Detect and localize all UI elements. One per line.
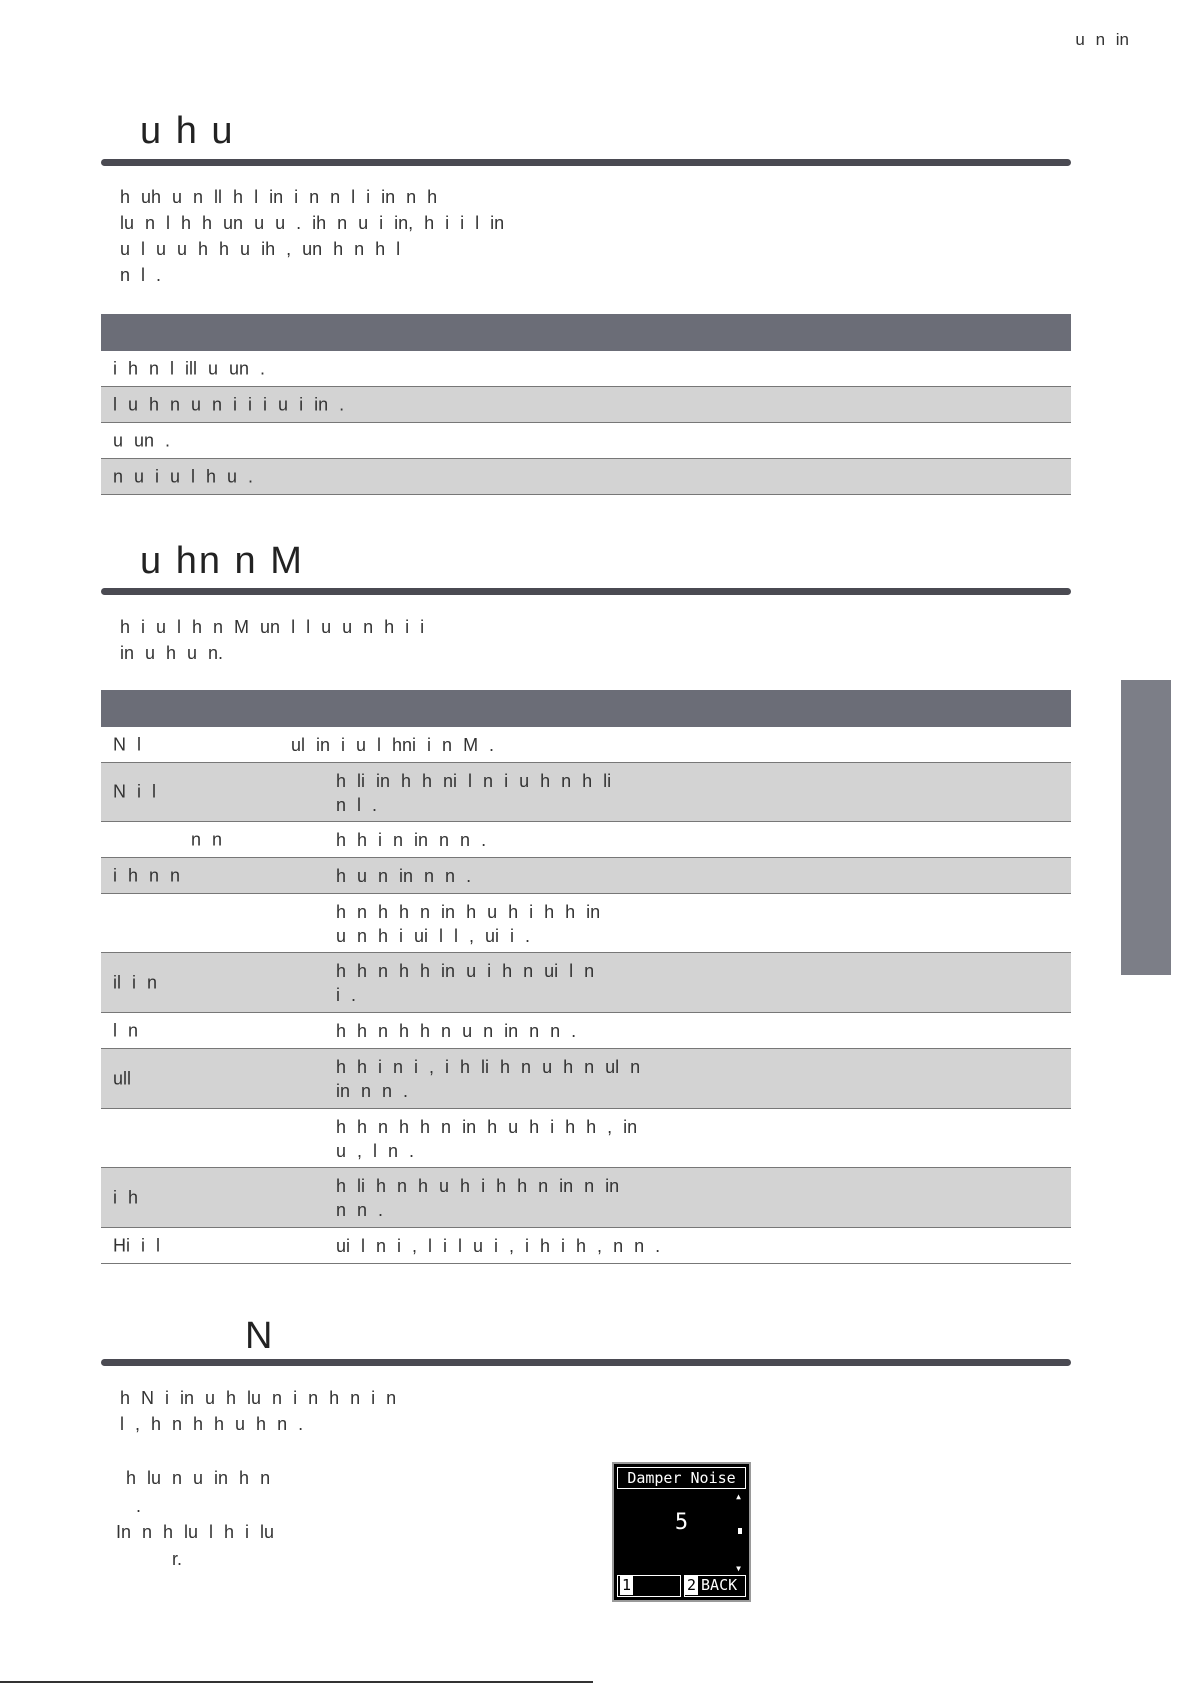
row-desc (336, 1115, 637, 1163)
row-desc-line: h li in h h ni l n i u h n h li (336, 771, 612, 791)
paragraph-line: h i u l h n M un l l u u n h i i (120, 617, 425, 637)
section-3-paragraph (120, 1385, 1050, 1437)
section-title-3: N (245, 1315, 275, 1357)
scroll-marker-icon (738, 1528, 742, 1534)
row-desc (336, 959, 594, 1007)
table-row (101, 423, 1071, 459)
row-desc-line: h li h n h u h i h h n in n in (336, 1176, 620, 1196)
row-text: u un . (113, 430, 171, 450)
section-2-paragraph (120, 614, 1050, 666)
table-row (101, 1168, 1071, 1228)
row-desc: h h i n in n n . (336, 830, 487, 850)
table-row (101, 894, 1071, 953)
section-1-paragraph (120, 184, 1050, 288)
page-header-text: u n in (1075, 30, 1129, 49)
section-title-2: u hn n M (140, 540, 304, 582)
lcd-value: 5 (674, 1510, 689, 1535)
instruction-line: In n h lu l h i lu (116, 1522, 275, 1542)
table-header (101, 690, 1071, 727)
table-row (101, 822, 1071, 858)
row-label: Hi i l (113, 1235, 160, 1255)
row-desc-line: h n h h n in h u h i h h in (336, 902, 601, 922)
table-row (101, 351, 1071, 387)
table-row (101, 858, 1071, 894)
lcd-function-button-1[interactable] (617, 1575, 681, 1597)
row-label: il i n (113, 972, 158, 992)
row-text: i h n l ill u un . (113, 358, 266, 378)
row-desc-line: n l . (336, 795, 378, 815)
table-row (101, 953, 1071, 1013)
paragraph-line: l , h n h h u h n . (120, 1414, 304, 1434)
row-desc: ui l n i , l i l u i , i h i h , n n . (336, 1236, 661, 1256)
table-row (101, 1228, 1071, 1264)
paragraph-line: h N i in u h lu n i n h n i n (120, 1388, 397, 1408)
row-desc-line: in n n . (336, 1081, 409, 1101)
row-desc-line: i . (336, 985, 357, 1005)
row-desc-line: h h i n i , i h li h n u h n ul n (336, 1057, 641, 1077)
row-desc-line: h h n h h n in h u h i h h , in (336, 1117, 638, 1137)
button-number: 2 (687, 1576, 697, 1594)
row-desc: h u n in n n . (336, 866, 472, 886)
instruction-line: r. (172, 1549, 183, 1569)
row-desc-line: h h n h h in u i h n ui l n (336, 961, 595, 981)
row-desc-line: n n . (336, 1200, 384, 1220)
paragraph-line: lu n l h h un u u . ih n u i in, h i i l in (120, 213, 505, 233)
section-title-1: u h u (140, 110, 235, 152)
section-2-table (101, 690, 1071, 1264)
table-row (101, 459, 1071, 495)
lcd-title: Damper Noise (617, 1467, 746, 1489)
table-row (101, 1109, 1071, 1168)
paragraph-line: in u h u n. (120, 643, 224, 663)
back-label: BACK (701, 1576, 738, 1594)
section-1-table (101, 314, 1071, 495)
row-desc-line: u n h i ui l l , ui i . (336, 926, 531, 946)
row-desc-line: u , l n . (336, 1141, 415, 1161)
footer-rule (0, 1681, 593, 1683)
paragraph-line: n l . (120, 265, 162, 285)
row-text: n u i u l h u . (113, 466, 254, 486)
section-rule-2 (101, 588, 1071, 595)
paragraph-line: u l u u h h u ih , un h n h l (120, 239, 401, 259)
lcd-back-button[interactable] (684, 1575, 746, 1597)
instruction-line: . (136, 1496, 142, 1516)
row-label: N l (113, 734, 141, 754)
row-label: i h (113, 1187, 139, 1207)
row-desc (336, 1055, 640, 1103)
table-row (101, 1013, 1071, 1049)
row-label: ull (113, 1068, 132, 1088)
paragraph-line: h uh u n ll h l in i n n l i in n h (120, 187, 438, 207)
row-text: l u h n u n i i i u i in . (113, 394, 345, 414)
row-label: l n (113, 1020, 139, 1040)
row-label: i h n n (113, 865, 181, 885)
lcd-display (612, 1462, 751, 1602)
table-row (101, 763, 1071, 822)
instruction-line: h lu n u in h n (126, 1468, 271, 1488)
side-index-tab (1121, 680, 1171, 975)
row-desc (336, 769, 611, 817)
row-label: N i l (113, 781, 156, 802)
row-label: n n (191, 829, 223, 849)
table-row (101, 1049, 1071, 1109)
table-header (101, 314, 1071, 351)
row-desc: h h n h h n u n in n n . (336, 1021, 577, 1041)
section-rule-3 (101, 1359, 1071, 1366)
table-row (101, 387, 1071, 423)
section-rule-1 (101, 159, 1071, 166)
down-arrow-icon: ▼ (736, 1564, 741, 1573)
button-number: 1 (622, 1576, 632, 1594)
row-desc (336, 900, 600, 948)
row-desc (336, 1174, 619, 1222)
row-desc: ul in i u l hni i n M . (291, 735, 495, 755)
table-row (101, 727, 1071, 763)
up-arrow-icon: ▲ (736, 1492, 741, 1501)
